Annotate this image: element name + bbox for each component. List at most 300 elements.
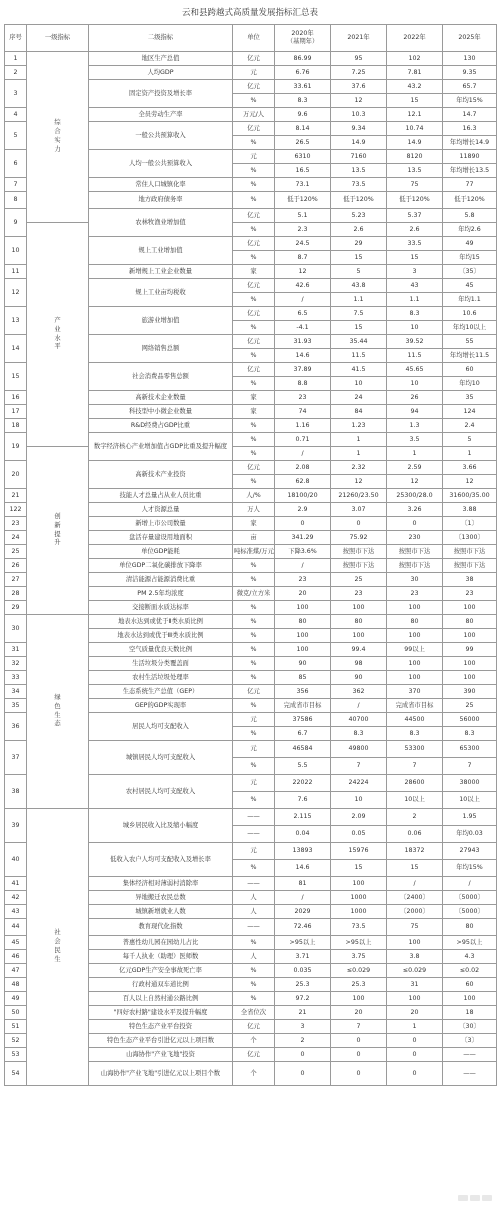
value-v2022: 14.9 [387,136,443,150]
value-v2020: 90 [275,657,331,671]
value-v2020: 3.71 [275,950,331,964]
value-v2022: 12.1 [387,108,443,122]
value-v2020: 46584 [275,741,331,758]
level1-indicator: 创 新 提 升 [27,447,89,615]
value-v2025: 年均10以上 [443,321,497,335]
unit-cell: —— [233,877,275,891]
unit-cell: % [233,447,275,461]
unit-cell: 家 [233,405,275,419]
level2-indicator: 人均GDP [89,66,233,80]
value-v2025: 38000 [443,775,497,792]
value-v2022: 15 [387,251,443,265]
value-v2021: 99.4 [331,643,387,657]
value-v2020: 100 [275,643,331,657]
value-v2020: 37.89 [275,363,331,377]
value-v2025: 27943 [443,843,497,860]
value-v2020: 37586 [275,713,331,727]
row-number: 19 [5,433,27,461]
row-number: 15 [5,363,27,391]
value-v2021: 84 [331,405,387,419]
value-v2025: 65300 [443,741,497,758]
value-v2021: 25.3 [331,978,387,992]
value-v2022: 完成省市目标 [387,699,443,713]
unit-cell: 全省位次 [233,1006,275,1020]
value-v2022: 15 [387,860,443,877]
level2-indicator: 人才资源总量 [89,503,233,517]
level2-indicator: 山海协作"产业飞地"引进亿元以上项目个数 [89,1062,233,1086]
value-v2020: 6.7 [275,727,331,741]
value-v2020: 25.3 [275,978,331,992]
value-v2021: 0 [331,1034,387,1048]
value-v2025: 124 [443,405,497,419]
unit-cell: % [233,419,275,433]
value-v2025: 10.6 [443,307,497,321]
row-number: 17 [5,405,27,419]
value-v2022: 〔2000〕 [387,905,443,919]
level2-indicator: 规上工业增加值 [89,237,233,265]
value-v2020: / [275,891,331,905]
value-v2025: 390 [443,685,497,699]
value-v2022: 80 [387,615,443,629]
value-v2025: —— [443,1048,497,1062]
value-v2022: 2.59 [387,461,443,475]
value-v2022: 3.8 [387,950,443,964]
row-number: 16 [5,391,27,405]
value-v2025: 7 [443,758,497,775]
value-v2021: 95 [331,52,387,66]
value-v2021: 5.23 [331,209,387,223]
unit-cell: % [233,251,275,265]
value-v2025: 25 [443,699,497,713]
value-v2025: 100 [443,657,497,671]
value-v2021: 75.92 [331,531,387,545]
header-cell: 2020年 （基期年） [275,25,331,52]
level2-indicator: 常住人口城镇化率 [89,178,233,192]
value-v2022: 8120 [387,150,443,164]
value-v2025: 2.4 [443,419,497,433]
level2-indicator: 生态系统生产总值（GEP） [89,685,233,699]
level2-indicator: 农村居民人均可支配收入 [89,775,233,809]
unit-cell: % [233,978,275,992]
level2-indicator: 地表水达到或优于Ⅱ类水质比例 [89,615,233,629]
value-v2025: 3.66 [443,461,497,475]
value-v2021: 3.75 [331,950,387,964]
header-cell: 一级指标 [27,25,89,52]
unit-cell: % [233,657,275,671]
row-number: 39 [5,809,27,843]
level2-indicator: 每千人执业（助理）医师数 [89,950,233,964]
value-v2021: 35.44 [331,335,387,349]
value-v2020: 0.035 [275,964,331,978]
value-v2025: 60 [443,363,497,377]
unit-cell: 人/% [233,489,275,503]
value-v2025: 11890 [443,150,497,164]
value-v2025: 年均15% [443,860,497,877]
value-v2022: 230 [387,531,443,545]
row-number: 42 [5,891,27,905]
value-v2020: 8.8 [275,377,331,391]
value-v2025: 年均15% [443,94,497,108]
value-v2020: 26.5 [275,136,331,150]
value-v2020: 5.1 [275,209,331,223]
value-v2021: 1000 [331,891,387,905]
value-v2025: 99 [443,643,497,657]
level2-indicator: 山海协作"产业飞地"投资 [89,1048,233,1062]
value-v2022: 18372 [387,843,443,860]
indicator-table [4,24,497,1086]
value-v2022: 43.2 [387,80,443,94]
table-row [5,223,497,237]
row-number: 5 [5,122,27,150]
value-v2021: 24 [331,391,387,405]
value-v2025: 100 [443,992,497,1006]
unit-cell: % [233,178,275,192]
value-v2020: 6.5 [275,307,331,321]
row-number: 47 [5,964,27,978]
level2-indicator: 农林牧渔业增加值 [89,209,233,237]
value-v2022: 0 [387,1034,443,1048]
value-v2020: 100 [275,601,331,615]
unit-cell: 亿元 [233,209,275,223]
value-v2021: 9.34 [331,122,387,136]
value-v2020: 86.99 [275,52,331,66]
value-v2025: 80 [443,919,497,936]
unit-cell: % [233,192,275,209]
value-v2022: 370 [387,685,443,699]
table-row [5,52,497,66]
row-number: 24 [5,531,27,545]
value-v2020: 31.93 [275,335,331,349]
value-v2020: 13893 [275,843,331,860]
value-v2025: 56000 [443,713,497,727]
level2-indicator: 数字经济核心产业增加值占GDP比重及提升幅度 [89,433,233,461]
header-cell: 单位 [233,25,275,52]
row-number: 8 [5,192,27,209]
value-v2020: 2.3 [275,223,331,237]
value-v2025: 14.7 [443,108,497,122]
row-number: 49 [5,992,27,1006]
unit-cell: % [233,727,275,741]
unit-cell: 元 [233,713,275,727]
unit-cell: % [233,223,275,237]
level2-indicator: PM 2.5年均浓度 [89,587,233,601]
value-v2021: >95以上 [331,936,387,950]
row-number: 43 [5,905,27,919]
unit-cell: 亿元 [233,335,275,349]
value-v2020: 完成省市目标 [275,699,331,713]
row-number: 2 [5,66,27,80]
value-v2020: / [275,447,331,461]
value-v2022: 10 [387,321,443,335]
value-v2020: 8.14 [275,122,331,136]
value-v2025: 年均2.6 [443,223,497,237]
level2-indicator: 新增规上工业企业数量 [89,265,233,279]
row-number: 36 [5,713,27,741]
row-number: 26 [5,559,27,573]
row-number: 33 [5,671,27,685]
value-v2025: 23 [443,587,497,601]
value-v2025: 60 [443,978,497,992]
value-v2021: 0.05 [331,826,387,843]
value-v2025: 130 [443,52,497,66]
value-v2020: >95以上 [275,936,331,950]
level2-indicator: 城镇新增就业人数 [89,905,233,919]
value-v2020: 5.5 [275,758,331,775]
value-v2020: 0 [275,1062,331,1086]
row-number: 41 [5,877,27,891]
value-v2022: 按照市下达 [387,545,443,559]
row-number: 45 [5,936,27,950]
table-row [5,615,497,629]
level1-indicator: 社 会 民 生 [27,809,89,1086]
unit-cell: % [233,475,275,489]
value-v2021: 21260/23.50 [331,489,387,503]
value-v2022: 31 [387,978,443,992]
row-number: 12 [5,279,27,307]
unit-cell: % [233,321,275,335]
value-v2021: 41.5 [331,363,387,377]
value-v2020: 20 [275,587,331,601]
value-v2020: 2029 [275,905,331,919]
unit-cell: % [233,94,275,108]
value-v2021: 12 [331,475,387,489]
row-number: 20 [5,461,27,489]
value-v2025: 年均增长11.5 [443,349,497,363]
value-v2025: 〔3〕 [443,1034,497,1048]
unit-cell: 个 [233,1034,275,1048]
value-v2021: 按照市下达 [331,545,387,559]
value-v2025: 65.7 [443,80,497,94]
value-v2021: 100 [331,877,387,891]
header-cell: 序号 [5,25,27,52]
value-v2025: 〔35〕 [443,265,497,279]
value-v2021: 362 [331,685,387,699]
value-v2020: 8.7 [275,251,331,265]
row-number: 30 [5,615,27,643]
value-v2022: 2 [387,809,443,826]
value-v2022: 10以上 [387,792,443,809]
level2-indicator: 教育现代化指数 [89,919,233,936]
row-number: 37 [5,741,27,775]
unit-cell: % [233,792,275,809]
unit-cell: —— [233,809,275,826]
unit-cell: % [233,573,275,587]
value-v2022: 100 [387,657,443,671]
value-v2021: 29 [331,237,387,251]
value-v2021: 2.32 [331,461,387,475]
level2-indicator: 地表水达到或优于Ⅲ类水质比例 [89,629,233,643]
value-v2022: 75 [387,919,443,936]
row-number: 44 [5,919,27,936]
unit-cell: 亿元 [233,52,275,66]
value-v2025: 9.35 [443,66,497,80]
table-row [5,447,497,461]
value-v2022: 5.37 [387,209,443,223]
value-v2022: 7 [387,758,443,775]
row-number: 35 [5,699,27,713]
level2-indicator: 旅游业增加值 [89,307,233,335]
value-v2021: / [331,699,387,713]
value-v2022: 25300/28.0 [387,489,443,503]
value-v2021: 1000 [331,905,387,919]
unit-cell: 家 [233,391,275,405]
value-v2025: 〔5000〕 [443,891,497,905]
document-title: 云和县跨越式高质量发展指标汇总表 [181,8,318,18]
value-v2021: 23 [331,587,387,601]
value-v2025: 〔1300〕 [443,531,497,545]
value-v2020: 8.3 [275,94,331,108]
value-v2021: 低于120% [331,192,387,209]
level2-indicator: 技能人才总量占从业人员比重 [89,489,233,503]
header-row [5,25,497,52]
value-v2021: 20 [331,1006,387,1020]
value-v2021: 10 [331,377,387,391]
row-number: 3 [5,80,27,108]
value-v2022: 8.3 [387,727,443,741]
level2-indicator: R&D经费占GDP比重 [89,419,233,433]
value-v2025: 100 [443,629,497,643]
level2-indicator: 特色生态产业平台引进亿元以上项目数 [89,1034,233,1048]
value-v2022: 94 [387,405,443,419]
level2-indicator: 地方政府债务率 [89,192,233,209]
unit-cell: 元 [233,66,275,80]
value-v2021: 1 [331,447,387,461]
value-v2025: 3.88 [443,503,497,517]
value-v2025: 45 [443,279,497,293]
value-v2025: 年均增长13.5 [443,164,497,178]
value-v2022: 33.5 [387,237,443,251]
level1-indicator: 产 业 水 平 [27,223,89,447]
value-v2020: 74 [275,405,331,419]
value-v2020: 2 [275,1034,331,1048]
value-v2020: 3 [275,1020,331,1034]
value-v2022: 10.74 [387,122,443,136]
unit-cell: % [233,615,275,629]
level2-indicator: 单位GDP二氧化碳排放下降率 [89,559,233,573]
value-v2025: 77 [443,178,497,192]
level2-indicator: 普惠性幼儿园在园幼儿占比 [89,936,233,950]
unit-cell: 亿元 [233,80,275,94]
value-v2022: 100 [387,936,443,950]
value-v2025: 年均0.03 [443,826,497,843]
row-number: 34 [5,685,27,699]
value-v2022: 100 [387,629,443,643]
value-v2022: 100 [387,992,443,1006]
row-number: 48 [5,978,27,992]
value-v2021: 7 [331,1020,387,1034]
unit-cell: 家 [233,517,275,531]
value-v2022: 10 [387,377,443,391]
value-v2020: 23 [275,573,331,587]
value-v2021: 15 [331,251,387,265]
value-v2021: 100 [331,629,387,643]
value-v2022: 99以上 [387,643,443,657]
header-cell: 二级指标 [89,25,233,52]
level2-indicator: 社会消费品零售总额 [89,363,233,391]
unit-cell: % [233,992,275,1006]
level2-indicator: 高新技术产业投资 [89,461,233,489]
value-v2020: 97.2 [275,992,331,1006]
row-number: 9 [5,209,27,237]
unit-cell: 亿元 [233,685,275,699]
value-v2025: 35 [443,391,497,405]
value-v2020: -4.1 [275,321,331,335]
value-v2021: 7.25 [331,66,387,80]
value-v2022: 0.06 [387,826,443,843]
value-v2020: / [275,559,331,573]
level2-indicator: 生活垃圾分类覆盖面 [89,657,233,671]
level2-indicator: 人均一般公共预算收入 [89,150,233,178]
value-v2025: 49 [443,237,497,251]
value-v2020: 24.5 [275,237,331,251]
unit-cell: 吨标准煤/万元 [233,545,275,559]
value-v2022: 23 [387,587,443,601]
value-v2022: 26 [387,391,443,405]
value-v2022: ≤0.029 [387,964,443,978]
value-v2020: 2.9 [275,503,331,517]
unit-cell: 元 [233,843,275,860]
value-v2021: 2.6 [331,223,387,237]
value-v2025: 16.3 [443,122,497,136]
level2-indicator: 一般公共预算收入 [89,122,233,150]
value-v2020: 1.16 [275,419,331,433]
unit-cell: 亿元 [233,279,275,293]
value-v2021: 15 [331,321,387,335]
unit-cell: % [233,164,275,178]
value-v2020: 0 [275,517,331,531]
unit-cell: 亿元 [233,1020,275,1034]
value-v2021: 100 [331,992,387,1006]
unit-cell: —— [233,919,275,936]
value-v2022: 3.5 [387,433,443,447]
unit-cell: % [233,860,275,877]
value-v2025: 5.8 [443,209,497,223]
value-v2025: 年均10 [443,377,497,391]
value-v2021: ≤0.029 [331,964,387,978]
row-number: 28 [5,587,27,601]
level2-indicator: 行政村通双车道比例 [89,978,233,992]
unit-cell: % [233,136,275,150]
value-v2020: 12 [275,265,331,279]
value-v2022: 0 [387,1062,443,1086]
level2-indicator: 新增上市公司数量 [89,517,233,531]
value-v2022: 0 [387,1048,443,1062]
value-v2022: 53300 [387,741,443,758]
value-v2020: 6310 [275,150,331,164]
value-v2020: 0.04 [275,826,331,843]
value-v2022: 1 [387,447,443,461]
value-v2020: 14.6 [275,349,331,363]
watermark-logo [438,1194,492,1202]
unit-cell: 个 [233,1062,275,1086]
value-v2020: 100 [275,629,331,643]
value-v2020: 73.1 [275,178,331,192]
value-v2020: 16.5 [275,164,331,178]
value-v2021: 98 [331,657,387,671]
value-v2021: 1 [331,433,387,447]
value-v2020: 33.61 [275,80,331,94]
unit-cell: —— [233,826,275,843]
level2-indicator: 网络销售总额 [89,335,233,363]
level2-indicator: 集体经济相对薄弱村消除率 [89,877,233,891]
row-number: 38 [5,775,27,809]
value-v2020: 0 [275,1048,331,1062]
value-v2022: 7.81 [387,66,443,80]
value-v2021: 15 [331,860,387,877]
value-v2022: 100 [387,601,443,615]
value-v2021: 3.07 [331,503,387,517]
row-number: 14 [5,335,27,363]
